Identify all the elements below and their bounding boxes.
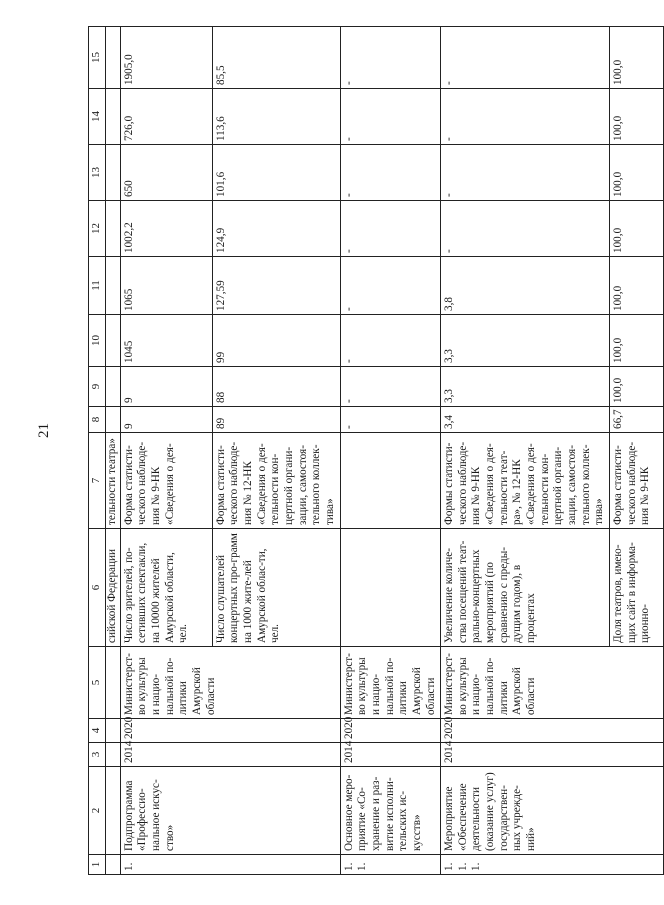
cell-source: Форма статисти-ческого наблюде-ния № 9-НК <box>610 433 664 529</box>
cell-value: 3,3 <box>441 315 610 367</box>
cell-executor: Министерст-во культуры и нацио-нальной по-литики Амурской области <box>441 647 664 719</box>
cell-source: тельности театра» <box>106 433 121 529</box>
column-number: 10 <box>89 315 106 367</box>
cell-start-year: 2014 <box>340 743 441 767</box>
column-number: 5 <box>89 647 106 719</box>
table-row <box>340 27 441 875</box>
column-number: 11 <box>89 257 106 315</box>
column-number: 3 <box>89 743 106 767</box>
cell-value: - <box>441 89 610 145</box>
cell-name: Основное меро-приятие «Со-хранение и раз-витие исполни-тельских ис-кусств» <box>340 767 441 855</box>
cell-value: 100,0 <box>610 315 664 367</box>
cell-end-year: 2020 <box>340 719 441 743</box>
cell-value: 3,3 <box>441 367 610 407</box>
column-number: 6 <box>89 529 106 647</box>
cell-value: 100,0 <box>610 367 664 407</box>
cell-value: 85,5 <box>212 27 340 89</box>
cell-start-year: 2014 <box>120 743 340 767</box>
cell-value: - <box>441 27 610 89</box>
table-row <box>120 27 212 875</box>
page-number: 21 <box>36 423 52 438</box>
cell-value: 89 <box>212 407 340 433</box>
table-row <box>441 27 610 875</box>
cell-value: 127,59 <box>212 257 340 315</box>
cell-value: - <box>340 257 441 315</box>
cell-number: 1.1. <box>340 855 441 875</box>
column-number: 2 <box>89 767 106 855</box>
cell-value: - <box>340 201 441 257</box>
column-number: 15 <box>89 27 106 89</box>
cell-value: 650 <box>120 145 212 201</box>
cell-value: 3,8 <box>441 257 610 315</box>
cell-end-year: 2020 <box>441 719 664 743</box>
column-number: 1 <box>89 855 106 875</box>
cell-indicator: сийской Федерации <box>106 529 121 647</box>
cell-indicator: Число слушателей концертных про-грамм на 1000 жите-лей Амурской облас-ти, чел. <box>212 529 340 647</box>
indicators-table <box>88 26 664 875</box>
cell-source: Форма статисти-ческого наблюде-ния № 12-НК «Сведения о дея-тельности кон-цертной органи-зации, самостоя-тельного коллек-тива» <box>212 433 340 529</box>
cell-value: 9 <box>120 367 212 407</box>
cell-value: 3,4 <box>441 407 610 433</box>
column-number: 7 <box>89 433 106 529</box>
column-number: 13 <box>89 145 106 201</box>
cell-value: 1002,2 <box>120 201 212 257</box>
cell-value: - <box>340 315 441 367</box>
cell-number: 1.1.1. <box>441 855 664 875</box>
cell-number: 1. <box>120 855 340 875</box>
cell-value: - <box>441 145 610 201</box>
cell-value: - <box>340 27 441 89</box>
column-number: 12 <box>89 201 106 257</box>
cell-end-year: 2020 <box>120 719 340 743</box>
column-number: 9 <box>89 367 106 407</box>
column-number-row <box>89 27 106 875</box>
cell-value: 9 <box>120 407 212 433</box>
cell-indicator: Число зрителей, по-сетивших спектакли, на 10000 жителей Амурской области, чел. <box>120 529 212 647</box>
cell-name: Подпрограмма «Профессио-нальное искус-ство» <box>120 767 340 855</box>
cell-source: Форма статисти-ческого наблюде-ния № 9-НК «Сведения о дея- <box>120 433 212 529</box>
cell-value: - <box>340 407 441 433</box>
cell-value: 100,0 <box>610 201 664 257</box>
cell-start-year: 2014 <box>441 743 664 767</box>
cell-value: 100,0 <box>610 257 664 315</box>
cell-value: - <box>340 145 441 201</box>
cell-indicator: Доля театров, имею-щих сайт в информа-ционно- <box>610 529 664 647</box>
cell-value: - <box>340 367 441 407</box>
cell-value: 100,0 <box>610 89 664 145</box>
cell-value: - <box>340 89 441 145</box>
cell-indicator: Увеличение количе-ства посещений теат-рально-концертных мероприятий (по сравнению с преды-дущим годом), в процентах <box>441 529 610 647</box>
cell-value: 1045 <box>120 315 212 367</box>
cell-value: 124,9 <box>212 201 340 257</box>
cell-value: 1065 <box>120 257 212 315</box>
cell-value: 726,0 <box>120 89 212 145</box>
cell-value: 113,6 <box>212 89 340 145</box>
cell-source: Формы статисти-ческого наблюде-ния № 9-НК «Сведения о дея-тельности теат-ра», № 12-НК «Сведения о дея-тельности кон-цертной органи-зации, самостоя-тельного коллек-тива» <box>441 433 610 529</box>
cell-value: 100,0 <box>610 145 664 201</box>
cell-value: 88 <box>212 367 340 407</box>
cell-executor: Министерст-во культуры и нацио-нальной по-литики Амурской области <box>340 647 441 719</box>
cell-value: 100,0 <box>610 27 664 89</box>
column-number: 8 <box>89 407 106 433</box>
cell-value: 1905,0 <box>120 27 212 89</box>
cell-name: Мероприятие «Обеспечение деятельности (оказание услуг) государствен-ных учрежде-ний» <box>441 767 664 855</box>
cell-value: 99 <box>212 315 340 367</box>
cell-executor: Министерст-во культуры и нацио-нальной по-литики Амурской области <box>120 647 340 719</box>
continuation-row <box>106 27 121 875</box>
column-number: 14 <box>89 89 106 145</box>
cell-value: 66,7 <box>610 407 664 433</box>
cell-value: - <box>441 201 610 257</box>
column-number: 4 <box>89 719 106 743</box>
cell-value: 101,6 <box>212 145 340 201</box>
rotated-table-container <box>88 27 652 875</box>
